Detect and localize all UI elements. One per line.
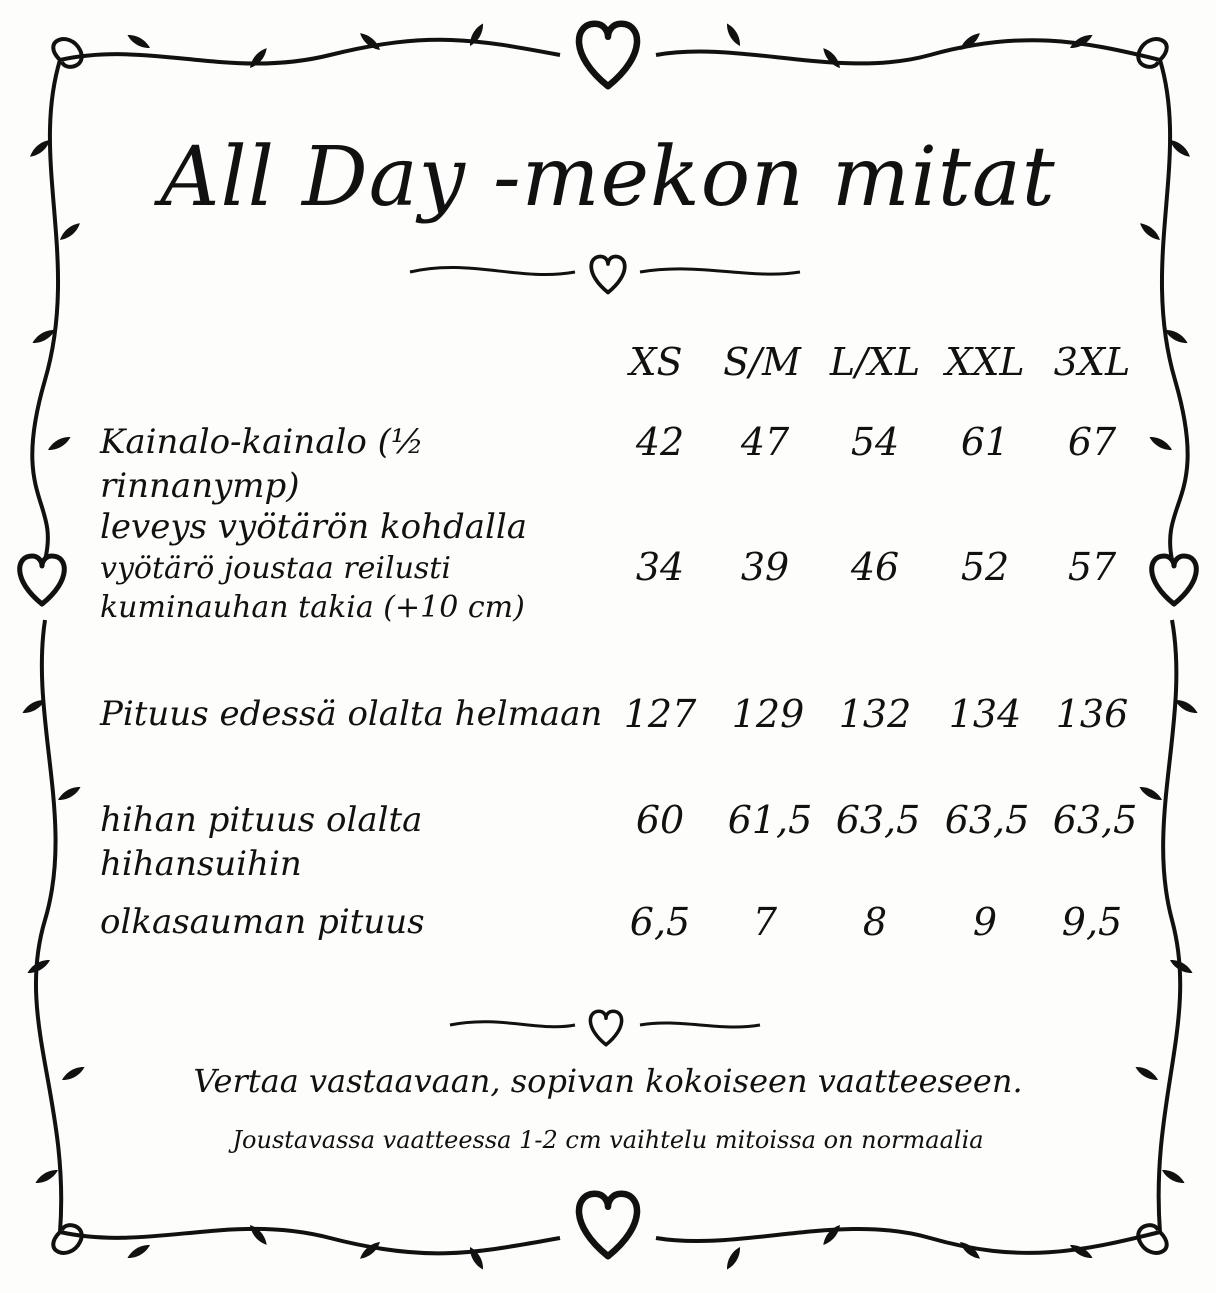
- row-value: 132: [838, 692, 912, 736]
- row-label: Kainalo-kainalo (½ rinnanymp): [100, 422, 424, 507]
- page-title: All Day -mekon mitat: [160, 130, 1056, 225]
- row-value: 54: [850, 420, 900, 464]
- row-value: 63,5: [835, 798, 921, 842]
- size-header: XS: [629, 340, 683, 384]
- row-value: 57: [1067, 545, 1117, 589]
- row-value: 63,5: [1052, 798, 1138, 842]
- row-value: 9: [972, 900, 998, 944]
- row-value: 52: [960, 545, 1010, 589]
- row-value: 34: [635, 545, 685, 589]
- row-value: 60: [635, 798, 685, 842]
- row-value: 8: [862, 900, 888, 944]
- row-value: 67: [1067, 420, 1117, 464]
- heart-divider-icon: [410, 257, 800, 293]
- row-value: 42: [635, 420, 685, 464]
- row-label: [100, 505, 620, 627]
- row-label-text: leveys vyötärön kohdalla: [100, 507, 528, 547]
- row-value: 46: [850, 545, 900, 589]
- row-value: 39: [740, 545, 790, 589]
- row-value: 6,5: [629, 900, 691, 944]
- size-header: 3XL: [1053, 340, 1131, 384]
- row-value: 61,5: [727, 798, 813, 842]
- size-header: XXL: [945, 340, 1025, 384]
- row-note: vyötärö joustaa reilusti kuminauhan takia (+10 cm): [100, 551, 525, 626]
- row-value: 9,5: [1061, 900, 1123, 944]
- footer-note-main: Vertaa vastaavaan, sopivan kokoiseen vaatteeseen.: [193, 1062, 1023, 1100]
- row-label: olkasauman pituus: [100, 902, 425, 942]
- row-value: 127: [623, 692, 697, 736]
- row-value: 47: [740, 420, 790, 464]
- row-value: 134: [948, 692, 1022, 736]
- row-value: 63,5: [944, 798, 1030, 842]
- row-value: 129: [731, 692, 805, 736]
- footer-note-small: Joustavassa vaatteessa 1-2 cm vaihtelu mitoissa on normaalia: [232, 1126, 984, 1154]
- row-value: 7: [752, 900, 778, 944]
- row-value: 61: [960, 420, 1010, 464]
- row-label: hihan pituus olalta hihansuihin: [100, 800, 423, 885]
- row-value: 136: [1055, 692, 1129, 736]
- size-header: S/M: [723, 340, 801, 384]
- size-header: L/XL: [829, 340, 921, 384]
- row-label: Pituus edessä olalta helmaan: [100, 694, 603, 734]
